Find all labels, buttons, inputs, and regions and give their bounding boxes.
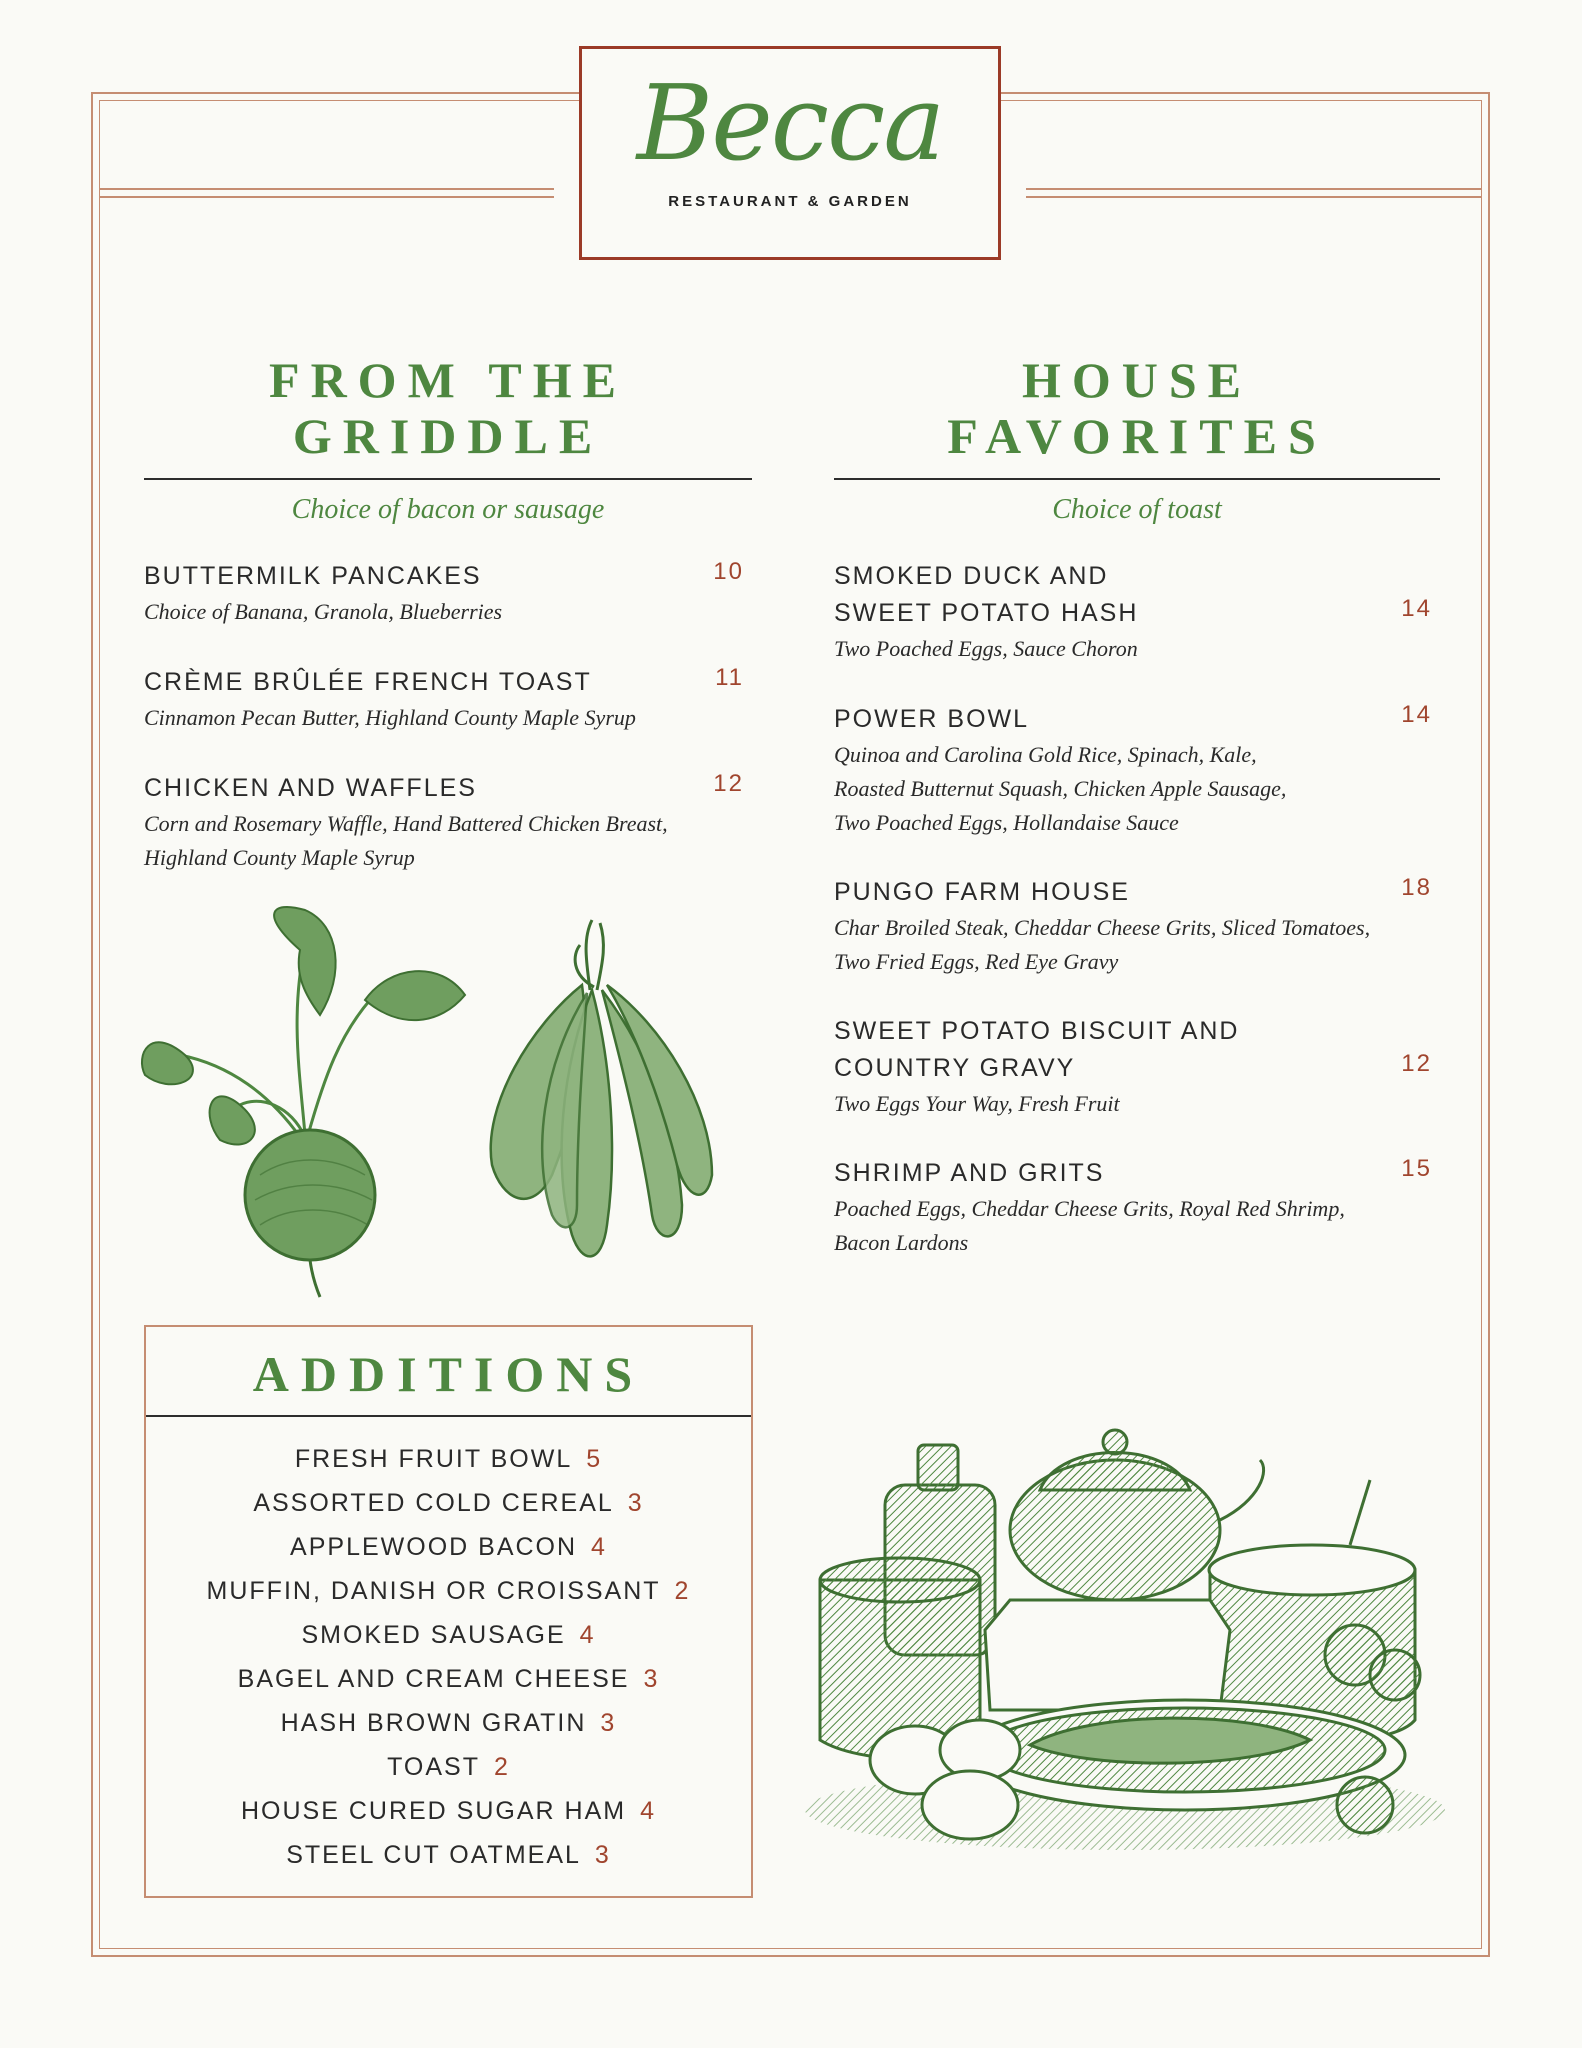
menu-item-name: SWEET POTATO BISCUIT AND [834,1017,1240,1045]
addition-price: 2 [674,1577,691,1605]
section-title-line-1: FROM THE [269,352,627,408]
menu-item-description: Choice of Banana, Granola, Blueberries [144,599,503,624]
addition-price: 3 [643,1665,660,1693]
addition-name: SMOKED SAUSAGE [301,1621,566,1649]
addition-name: BAGEL AND CREAM CHEESE [237,1665,630,1693]
addition-item [146,1657,751,1701]
header-rule-left-2 [99,196,554,198]
logo-box [579,46,1001,260]
menu-item-description: Two Poached Eggs, Sauce Choron [834,636,1138,661]
addition-price: 4 [640,1797,656,1825]
addition-item [146,1525,751,1569]
addition-name: MUFFIN, DANISH OR CROISSANT [206,1577,661,1605]
favorites-items [834,558,1440,1258]
section-rule [834,478,1440,480]
addition-item [146,1569,751,1613]
addition-item [146,1833,751,1877]
addition-name: TOAST [387,1753,480,1781]
menu-item-description: Corn and Rosemary Waffle, Hand Battered Chicken Breast, [144,811,668,836]
addition-price: 3 [627,1489,644,1517]
menu-item-name: COUNTRY GRAVY [834,1054,1076,1082]
menu-item [834,558,1440,666]
menu-item-name: BUTTERMILK PANCAKES [144,562,482,590]
sweet-potato-illustration [472,915,722,1280]
menu-item-name: CHICKEN AND WAFFLES [144,774,477,802]
addition-name: APPLEWOOD BACON [290,1533,578,1561]
addition-name: STEEL CUT OATMEAL [286,1841,581,1869]
menu-item-price: 10 [713,558,744,585]
additions-box [144,1325,753,1898]
brand-logo: Becca [636,62,944,184]
menu-item-price: 12 [1401,1050,1432,1077]
addition-price: 3 [600,1709,617,1737]
addition-name: HOUSE CURED SUGAR HAM [241,1797,627,1825]
section-from-the-griddle [144,352,752,526]
header-rule-right-1 [1026,188,1482,190]
addition-item [146,1745,751,1789]
section-house-favorites [834,352,1440,526]
menu-item [144,558,752,629]
menu-item-description: Bacon Lardons [834,1230,969,1255]
menu-item-price: 11 [715,664,744,691]
menu-item [834,701,1440,840]
addition-price: 4 [579,1621,596,1649]
menu-item [834,1013,1440,1121]
addition-item [146,1789,751,1833]
addition-price: 2 [493,1753,510,1781]
section-title-line-2: FAVORITES [947,408,1327,464]
header-rule-left-1 [99,188,554,190]
menu-item [834,874,1440,979]
menu-item [144,664,752,735]
menu-item-price: 14 [1401,701,1432,728]
menu-item-price: 12 [713,770,744,797]
menu-item-description: Char Broiled Steak, Cheddar Cheese Grits, Sliced Tomatoes, [834,915,1371,940]
menu-item [834,1155,1440,1260]
header-rule-right-2 [1026,196,1482,198]
section-subtitle: Choice of bacon or sausage [291,494,605,525]
menu-item-description: Cinnamon Pecan Butter, Highland County Maple Syrup [144,705,636,730]
menu-item-description: Poached Eggs, Cheddar Cheese Grits, Royal Red Shrimp, [834,1196,1345,1221]
brand-tagline: RESTAURANT & GARDEN [668,193,912,210]
griddle-items [144,558,752,878]
addition-item [146,1437,751,1481]
menu-item-name: SWEET POTATO HASH [834,599,1139,627]
addition-item [146,1613,751,1657]
addition-item [146,1701,751,1745]
section-title-line-1: HOUSE [1021,352,1253,408]
kitchen-still-life-illustration [790,1420,1455,1870]
menu-item-description: Roasted Butternut Squash, Chicken Apple Sausage, [834,776,1287,801]
section-title-line-2: GRIDDLE [292,408,604,464]
menu-item [144,770,752,875]
section-subtitle: Choice of toast [1052,494,1222,525]
menu-item-description: Two Eggs Your Way, Fresh Fruit [834,1091,1120,1116]
addition-item [146,1481,751,1525]
addition-price: 4 [591,1533,607,1561]
menu-item-name: PUNGO FARM HOUSE [834,878,1130,906]
menu-item-description: Highland County Maple Syrup [144,845,415,870]
menu-item-price: 14 [1401,595,1432,622]
menu-item-name: CRÈME BRÛLÉE FRENCH TOAST [144,668,592,696]
menu-item-description: Quinoa and Carolina Gold Rice, Spinach, Kale, [834,742,1257,767]
addition-name: FRESH FRUIT BOWL [294,1445,573,1473]
addition-price: 5 [586,1445,603,1473]
addition-price: 3 [594,1841,611,1869]
addition-name: HASH BROWN GRATIN [280,1709,587,1737]
menu-item-name: SMOKED DUCK AND [834,562,1109,590]
section-title [144,352,752,464]
menu-item-price: 18 [1401,874,1432,901]
menu-item-name: POWER BOWL [834,705,1030,733]
menu-item-name: SHRIMP AND GRITS [834,1159,1105,1187]
section-rule [144,478,752,480]
menu-item-price: 15 [1401,1155,1432,1182]
addition-name: ASSORTED COLD CEREAL [253,1489,614,1517]
additions-list [146,1437,751,1877]
radish-illustration [140,905,480,1300]
additions-rule [146,1415,751,1417]
additions-title: ADDITIONS [252,1346,645,1402]
menu-item-description: Two Fried Eggs, Red Eye Gravy [834,949,1119,974]
section-title [834,352,1440,464]
menu-item-description: Two Poached Eggs, Hollandaise Sauce [834,810,1179,835]
